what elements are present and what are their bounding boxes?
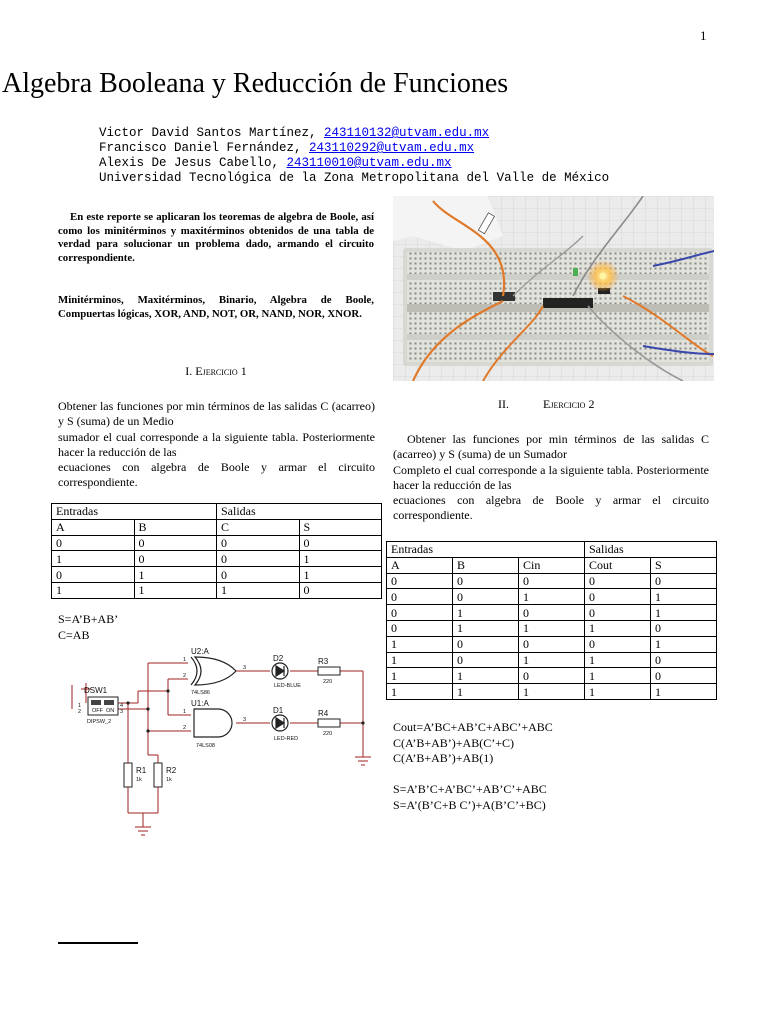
header-cell: A [387,557,453,573]
label-r3-value: 220 [323,679,333,685]
label-r4: R4 [318,709,329,718]
abstract: En este reporte se aplicaran los teoremas de algebra de Boole, así como los minitérminos y maxitérminos obtenidos de una tabla de verdad para solucionar un problema dado, armando el circuito correspondiente. [58,211,374,264]
table-cell: 1 [387,652,453,668]
table-cell: 0 [134,551,217,567]
table-cell: 1 [651,605,717,621]
label-dsw: DSW1 [84,686,108,695]
author-line [99,126,609,141]
equation: C(A’B+AB’)+AB(1) [393,751,494,765]
equation: C=AB [58,627,90,642]
text-line: Obtener las funciones por min términos de las salidas C (acarreo) y S (suma) de un Sumador [393,432,709,462]
table-cell: 1 [387,668,453,684]
breadboard-photo [393,196,714,381]
author-line [99,156,609,171]
table-cell: 1 [651,684,717,700]
pin-label: 3 [243,665,247,671]
table-cell: 0 [134,535,217,551]
truth-table-full-adder [386,541,717,700]
label-d1: D1 [273,706,284,715]
table-cell: 1 [453,605,519,621]
resistor-icon [154,763,162,787]
pin-label: 3 [120,709,124,715]
table-cell: 0 [651,620,717,636]
table-cell: 1 [519,589,585,605]
table-cell: 1 [52,582,135,598]
table-cell: 1 [651,636,717,652]
resistor-icon [124,763,132,787]
author-email-link[interactable]: 243110132@utvam.edu.mx [324,126,490,140]
section-2-text [393,432,709,524]
table-header-row [387,542,717,558]
table-cell: 0 [651,573,717,589]
text-line: ecuaciones con algebra de Boole y armar el circuito correspondiente. [393,493,709,523]
header-cell: Entradas [387,542,585,558]
table-cell: 0 [519,668,585,684]
table-cell: 0 [52,535,135,551]
table-cell: 0 [585,573,651,589]
table-row [387,605,717,621]
author-email-link[interactable]: 243110010@utvam.edu.mx [286,156,452,170]
table-cell: 1 [585,652,651,668]
table-row [387,684,717,700]
table-cell: 1 [453,620,519,636]
switch-state-label: ON [106,708,115,714]
header-cell: Cout [585,557,651,573]
header-cell: B [134,519,217,535]
table-cell: 1 [519,684,585,700]
table-row [52,535,382,551]
pin-label: 3 [243,717,247,723]
resistor-icon [318,719,340,727]
table-row [387,573,717,589]
table-cell: 0 [519,605,585,621]
table-header-row [52,519,382,535]
table-cell: 0 [453,636,519,652]
table-cell: 0 [387,573,453,589]
led-icon [272,715,288,731]
switch-state-label: OFF [92,708,103,714]
table-body [52,535,382,598]
equation: Cout=A’BC+AB’C+ABC’+ABC [393,720,553,734]
author-name: Francisco Daniel Fernández, [99,141,310,155]
author-block [99,126,609,186]
text-line: sumador el cual corresponde a la siguiente tabla. Posteriormente hacer la reducción de las [58,429,375,459]
table-cell: 1 [299,551,382,567]
section-1-title: Ejercicio 1 [195,364,247,378]
table-cell: 0 [519,636,585,652]
truth-table-half-adder [51,503,382,599]
text-line: Completo el cual corresponde a la siguiente tabla. Posteriormente hacer la reducción de las [393,462,709,492]
label-u1: U1:A [191,699,209,708]
led-icon [272,663,288,679]
label-u2: U2:A [191,647,209,656]
table-cell: 0 [453,652,519,668]
table-row [52,567,382,583]
paper-title: Algebra Booleana y Reducción de Funciones [2,68,509,99]
header-cell: Salidas [217,504,382,520]
equation: S=A’B+AB’ [58,612,119,626]
table-cell: 1 [134,582,217,598]
table-cell: 1 [585,620,651,636]
keywords: Minitérminos, Maxitérminos, Binario, Algebra de Boole, Compuertas lógicas, XOR, AND, NOT, OR, NAND, NOR, XNOR. [58,294,374,320]
text-line: Obtener las funciones por min términos de las salidas C (acarreo) y S (suma) de un Medio [58,399,375,429]
table-cell: 0 [585,636,651,652]
table-cell: 1 [585,668,651,684]
table-body [387,573,717,699]
pin-label: 4 [120,703,124,709]
text-line: ecuaciones con algebra de Boole y armar el circuito correspondiente. [58,460,375,490]
header-cell: C [217,519,300,535]
equations-half-adder [58,612,118,643]
table-row [387,620,717,636]
table-row [387,668,717,684]
table-cell: 1 [519,652,585,668]
label-r1: R1 [136,766,147,775]
table-cell: 0 [299,535,382,551]
table-cell: 1 [387,684,453,700]
header-cell: S [651,557,717,573]
table-cell: 1 [217,582,300,598]
table-cell: 1 [134,567,217,583]
author-name: Alexis De Jesus Cabello, [99,156,287,170]
table-cell: 1 [585,684,651,700]
table-cell: 1 [651,589,717,605]
equation: S=A’B’C+A’BC’+AB’C’+ABC [393,782,547,796]
header-cell: Cin [519,557,585,573]
section-2-title: Ejercicio 2 [543,397,595,411]
equation: C(A’B+AB’)+AB(C’+C) [393,735,514,750]
table-cell: 0 [217,551,300,567]
label-r3: R3 [318,657,329,666]
pin-label: 2 [183,725,187,731]
table-row [52,551,382,567]
footnote-separator [58,942,138,944]
section-2-heading: II. Ejercicio 2 [498,397,595,411]
table-cell: 0 [651,652,717,668]
resistor-icon [318,667,340,675]
label-r2-value: 1k [166,777,172,783]
label-r2: R2 [166,766,177,775]
header-cell: A [52,519,135,535]
author-name: Victor David Santos Martínez, [99,126,325,140]
affiliation: Universidad Tecnológica de la Zona Metropolitana del Valle de México [99,171,610,185]
author-line [99,141,609,156]
header-cell: Salidas [585,542,717,558]
pin-label: 1 [183,657,187,663]
label-r4-value: 220 [323,731,333,737]
table-cell: 1 [52,551,135,567]
label-gate1-part: 74LS86 [191,690,210,696]
label-d2: D2 [273,654,284,663]
table-header-row [52,504,382,520]
pin-label: 1 [78,703,82,709]
table-cell: 0 [217,567,300,583]
table-cell: 0 [585,589,651,605]
label-r1-value: 1k [136,777,142,783]
and-gate-icon [194,709,232,737]
pin-label: 2 [183,673,187,679]
table-row [52,582,382,598]
header-cell: B [453,557,519,573]
table-row [387,652,717,668]
table-cell: 0 [387,589,453,605]
pin-label: 1 [183,709,187,715]
table-cell: 0 [217,535,300,551]
table-cell: 0 [585,605,651,621]
table-cell: 1 [453,668,519,684]
label-led-blue: LED-BLUE [274,683,301,689]
header-cell: Entradas [52,504,217,520]
table-cell: 0 [453,589,519,605]
table-cell: 0 [453,573,519,589]
table-cell: 1 [299,567,382,583]
label-gate2-part: 74LS08 [196,743,215,749]
table-cell: 0 [387,620,453,636]
page-number: 1 [700,28,707,43]
table-cell: 0 [519,573,585,589]
pin-label: 2 [78,709,82,715]
table-header-row [387,557,717,573]
table-cell: 1 [453,684,519,700]
half-adder-schematic [58,645,378,845]
label-dipsw: DIPSW_2 [87,719,112,725]
label-led-red: LED-RED [274,736,299,742]
table-cell: 0 [299,582,382,598]
equations-full-adder [393,720,553,813]
table-cell: 1 [387,636,453,652]
xor-gate-icon [191,657,236,685]
section-1-text [58,399,375,491]
author-email-link[interactable]: 243110292@utvam.edu.mx [309,141,475,155]
table-cell: 0 [387,605,453,621]
table-cell: 0 [651,668,717,684]
section-1-heading: I. Ejercicio 1 [185,364,247,378]
table-row [387,589,717,605]
table-row [387,636,717,652]
table-cell: 1 [519,620,585,636]
header-cell: S [299,519,382,535]
equation: S=A’(B’C+B C’)+A(B’C’+BC) [393,797,546,812]
table-cell: 0 [52,567,135,583]
